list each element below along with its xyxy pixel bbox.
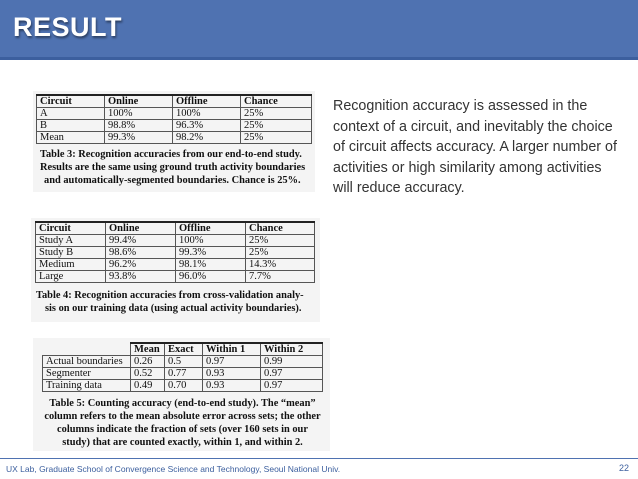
- table-row: [36, 271, 315, 283]
- slide-header: [0, 0, 638, 60]
- table-header-cell: Mean: [131, 343, 165, 356]
- table-header-row: [36, 222, 315, 235]
- table4-caption: [36, 289, 315, 315]
- table-cell: 98.1%: [176, 259, 246, 271]
- table-header-cell: Chance: [241, 95, 312, 108]
- table3: [36, 94, 312, 144]
- table-cell: Segmenter: [43, 368, 131, 380]
- table-header-cell: Online: [106, 222, 176, 235]
- table-header-cell: Offline: [176, 222, 246, 235]
- table-cell: 99.4%: [106, 235, 176, 247]
- table-cell: 100%: [105, 108, 173, 120]
- table-cell: 0.97: [261, 368, 323, 380]
- table-cell: 14.3%: [246, 259, 315, 271]
- table-row: [36, 247, 315, 259]
- table-cell: 100%: [176, 235, 246, 247]
- table-cell: 0.99: [261, 356, 323, 368]
- table-cell: 25%: [246, 247, 315, 259]
- table-row: [36, 235, 315, 247]
- table-cell: 0.93: [203, 368, 261, 380]
- table5-caption: [42, 397, 323, 449]
- table-cell: A: [37, 108, 105, 120]
- table-cell: 0.93: [203, 380, 261, 392]
- table-cell: Large: [36, 271, 106, 283]
- table-header-cell: Circuit: [37, 95, 105, 108]
- table-row: [37, 132, 312, 144]
- table-cell: Study B: [36, 247, 106, 259]
- table-cell: 100%: [173, 108, 241, 120]
- table5-figure: [33, 338, 330, 451]
- caption-line: column refers to the mean absolute error across sets; the other: [44, 411, 321, 422]
- caption-line: Table 4: Recognition accuracies from cross-validation analy-: [36, 290, 304, 301]
- table-cell: Mean: [37, 132, 105, 144]
- table-row: [43, 380, 323, 392]
- table-cell: 99.3%: [105, 132, 173, 144]
- table-cell: 99.3%: [176, 247, 246, 259]
- table-header-cell: Chance: [246, 222, 315, 235]
- table-cell: 96.2%: [106, 259, 176, 271]
- table-cell: 98.6%: [106, 247, 176, 259]
- table-header-cell: Within 2: [261, 343, 323, 356]
- slide-description: Recognition accuracy is assessed in the context of a circuit, and inevitably the choice of circuit affects accuracy. A larger number of activities or high similarity among activities will reduce accuracy.: [333, 98, 617, 196]
- table-cell: 0.97: [261, 380, 323, 392]
- table-cell: 96.3%: [173, 120, 241, 132]
- table-cell: 7.7%: [246, 271, 315, 283]
- table-row: [36, 259, 315, 271]
- table-cell: 25%: [246, 235, 315, 247]
- table-row: [43, 356, 323, 368]
- table-header-cell: Offline: [173, 95, 241, 108]
- table3-figure: [33, 91, 315, 192]
- caption-line: study) that are counted exactly, within 1, and within 2.: [62, 437, 303, 448]
- table4-figure: [31, 218, 320, 322]
- table-header-cell: Exact: [165, 343, 203, 356]
- table-cell: 0.26: [131, 356, 165, 368]
- table-cell: 0.49: [131, 380, 165, 392]
- table-header-cell: Within 1: [203, 343, 261, 356]
- table-cell: 93.8%: [106, 271, 176, 283]
- table-row: [37, 120, 312, 132]
- table-header-cell: Circuit: [36, 222, 106, 235]
- footer-lab-name: UX Lab, Graduate School of Convergence Science and Technology, Seoul National Univ.: [6, 464, 341, 474]
- table-header-cell: Online: [105, 95, 173, 108]
- slide-title: RESULT: [13, 12, 122, 42]
- table-cell: 96.0%: [176, 271, 246, 283]
- table-cell: 0.70: [165, 380, 203, 392]
- table-cell: 0.77: [165, 368, 203, 380]
- table-cell: Medium: [36, 259, 106, 271]
- table-row: [43, 368, 323, 380]
- caption-line: and automatically-segmented boundaries. Chance is 25%.: [44, 175, 301, 186]
- caption-line: columns indicate the fraction of sets (over 160 sets in our: [57, 424, 308, 435]
- table-cell: 25%: [241, 120, 312, 132]
- table-header-row: [43, 343, 323, 356]
- table5: [42, 342, 323, 392]
- table-cell: 98.8%: [105, 120, 173, 132]
- table-cell: 0.97: [203, 356, 261, 368]
- table-cell: 98.2%: [173, 132, 241, 144]
- table-cell: 25%: [241, 132, 312, 144]
- table-cell: 25%: [241, 108, 312, 120]
- page-number: 22: [618, 463, 629, 473]
- table-cell: Study A: [36, 235, 106, 247]
- table-header-row: [37, 95, 312, 108]
- caption-line: Table 5: Counting accuracy (end-to-end study). The “mean”: [49, 398, 316, 409]
- caption-line: sis on our training data (using actual activity boundaries).: [45, 303, 302, 314]
- table-cell: Actual boundaries: [43, 356, 131, 368]
- table-header-cell: [43, 343, 131, 356]
- table-row: [37, 108, 312, 120]
- caption-line: Table 3: Recognition accuracies from our end-to-end study.: [40, 149, 302, 160]
- table3-caption: [40, 148, 312, 187]
- table-cell: 0.52: [131, 368, 165, 380]
- caption-line: Results are the same using ground truth activity boundaries: [40, 162, 306, 173]
- slide-footer: [0, 458, 638, 479]
- table-cell: 0.5: [165, 356, 203, 368]
- table-cell: B: [37, 120, 105, 132]
- table4: [35, 221, 315, 283]
- table-cell: Training data: [43, 380, 131, 392]
